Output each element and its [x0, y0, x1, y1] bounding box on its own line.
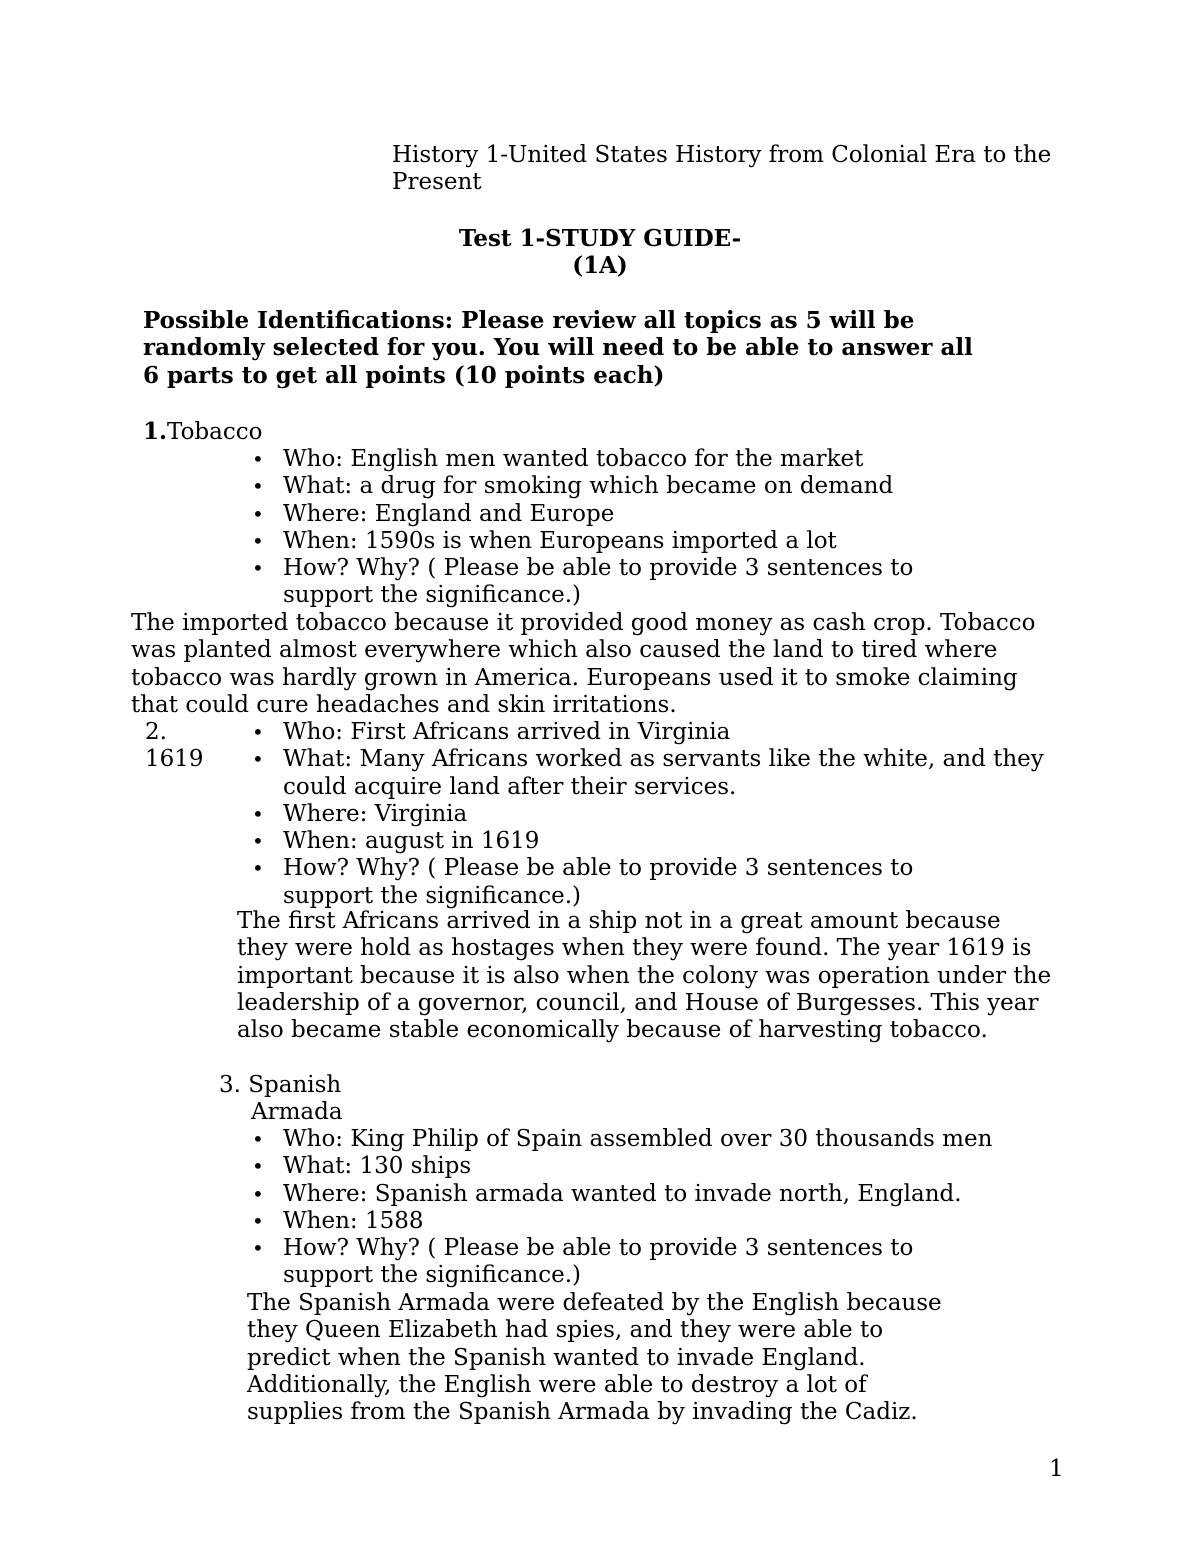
list-item: • Who: First Africans arrived in Virginia	[252, 719, 731, 745]
list-item: • How? Why? ( Please be able to provide 3 sentences to	[252, 1235, 914, 1262]
bullet-icon: •	[252, 1154, 264, 1179]
bullet-icon: •	[252, 501, 264, 526]
section1-number: 1.	[143, 418, 168, 445]
section3-heading-line1	[219, 1072, 343, 1099]
instructions-line1: Possible Identifications: Please review all topics as 5 will be	[143, 307, 915, 334]
test-title-line1: Test 1-STUDY GUIDE-	[458, 225, 742, 252]
list-item-continuation: support the significance.)	[283, 1262, 582, 1289]
instructions-line3: 6 parts to get all points (10 points each)	[143, 361, 665, 389]
list-item: • Where: Virginia	[252, 800, 468, 827]
bullet-icon: •	[252, 720, 264, 744]
section1-answer	[131, 610, 1036, 719]
list-item: • When: 1590s is when Europeans imported a lot	[252, 527, 837, 554]
bullet-icon: •	[252, 801, 264, 826]
answer-line: was planted almost everywhere which also caused the land to tired where	[131, 637, 998, 664]
test-title	[330, 225, 870, 280]
answer-line: they Queen Elizabeth had spies, and they were able to	[247, 1317, 884, 1344]
bullet-icon: •	[252, 1236, 264, 1261]
bullet-icon: •	[252, 1181, 264, 1206]
list-item: • What: a drug for smoking which became on demand	[252, 473, 894, 500]
bullet-icon: •	[252, 1127, 264, 1151]
answer-line: The first Africans arrived in a ship not in a great amount because	[237, 908, 1001, 934]
answer-line: predict when the Spanish wanted to invade England.	[247, 1344, 866, 1371]
section2-bullet-list	[252, 719, 1044, 910]
list-item: • When: august in 1619	[252, 828, 540, 855]
bullet-icon: •	[252, 528, 264, 553]
section1-bullet-list	[252, 446, 913, 610]
course-title-line1: History 1-United States History from Colonial Era to the	[392, 142, 1052, 168]
list-item: • How? Why? ( Please be able to provide 3 sentences to	[252, 555, 914, 582]
list-item: • Who: King Philip of Spain assembled over 30 thousands men	[252, 1126, 993, 1152]
list-item: • When: 1588	[252, 1207, 424, 1234]
course-title	[392, 142, 1051, 197]
answer-line: tobacco was hardly grown in America. Europeans used it to smoke claiming	[131, 664, 1018, 691]
list-item-continuation: support the significance.)	[283, 582, 582, 609]
bullet-icon: •	[252, 1208, 264, 1233]
answer-line: The imported tobacco because it provided good money as cash crop. Tobacco	[131, 610, 1036, 636]
answer-line: that could cure headaches and skin irritations.	[131, 691, 677, 718]
section1-heading	[143, 418, 262, 446]
section3-bullet-list	[252, 1126, 992, 1290]
answer-line: The Spanish Armada were defeated by the English because	[247, 1290, 942, 1316]
section2-answer	[237, 908, 1051, 1044]
bullet-icon: •	[252, 447, 264, 471]
answer-line: leadership of a governor, council, and House of Burgesses. This year	[237, 989, 1039, 1016]
list-item-continuation: could acquire land after their services.	[283, 773, 737, 800]
list-item: • Where: Spanish armada wanted to invade north, England.	[252, 1180, 962, 1207]
section1-title: Tobacco	[167, 419, 263, 445]
section3-heading	[219, 1072, 343, 1127]
section3-answer	[247, 1290, 942, 1426]
bullet-icon: •	[252, 856, 264, 881]
course-title-line2: Present	[392, 169, 482, 196]
section3-title-line1: Spanish	[248, 1072, 342, 1098]
bullet-icon: •	[252, 474, 264, 499]
answer-line: they were hold as hostages when they were found. The year 1619 is	[237, 935, 1032, 962]
list-item: • Who: English men wanted tobacco for the market	[252, 446, 864, 472]
answer-line: also became stable economically because of harvesting tobacco.	[237, 1017, 988, 1044]
instructions-line2: randomly selected for you. You will need to be able to answer all	[143, 334, 973, 362]
bullet-icon: •	[252, 747, 264, 772]
answer-line: Additionally, the English were able to destroy a lot of	[247, 1371, 867, 1398]
list-item-continuation: support the significance.)	[283, 882, 582, 909]
section2-number: 2.	[145, 719, 167, 745]
list-item: • What: 130 ships	[252, 1153, 472, 1180]
test-title-line2: (1A)	[572, 252, 628, 280]
section3-title-line2: Armada	[251, 1099, 343, 1126]
instructions	[143, 307, 973, 389]
list-item: • How? Why? ( Please be able to provide 3 sentences to	[252, 855, 914, 882]
section2-heading	[145, 719, 204, 774]
list-item: • What: Many Africans worked as servants like the white, and they	[252, 746, 1044, 773]
list-item: • Where: England and Europe	[252, 500, 615, 527]
answer-line: important because it is also when the colony was operation under the	[237, 962, 1052, 989]
page-number: 1	[1049, 1456, 1064, 1482]
answer-line: supplies from the Spanish Armada by invading the Cadiz.	[247, 1399, 918, 1426]
bullet-icon: •	[252, 829, 264, 854]
section2-title: 1619	[145, 746, 204, 773]
section3-number: 3.	[219, 1072, 241, 1098]
bullet-icon: •	[252, 556, 264, 581]
